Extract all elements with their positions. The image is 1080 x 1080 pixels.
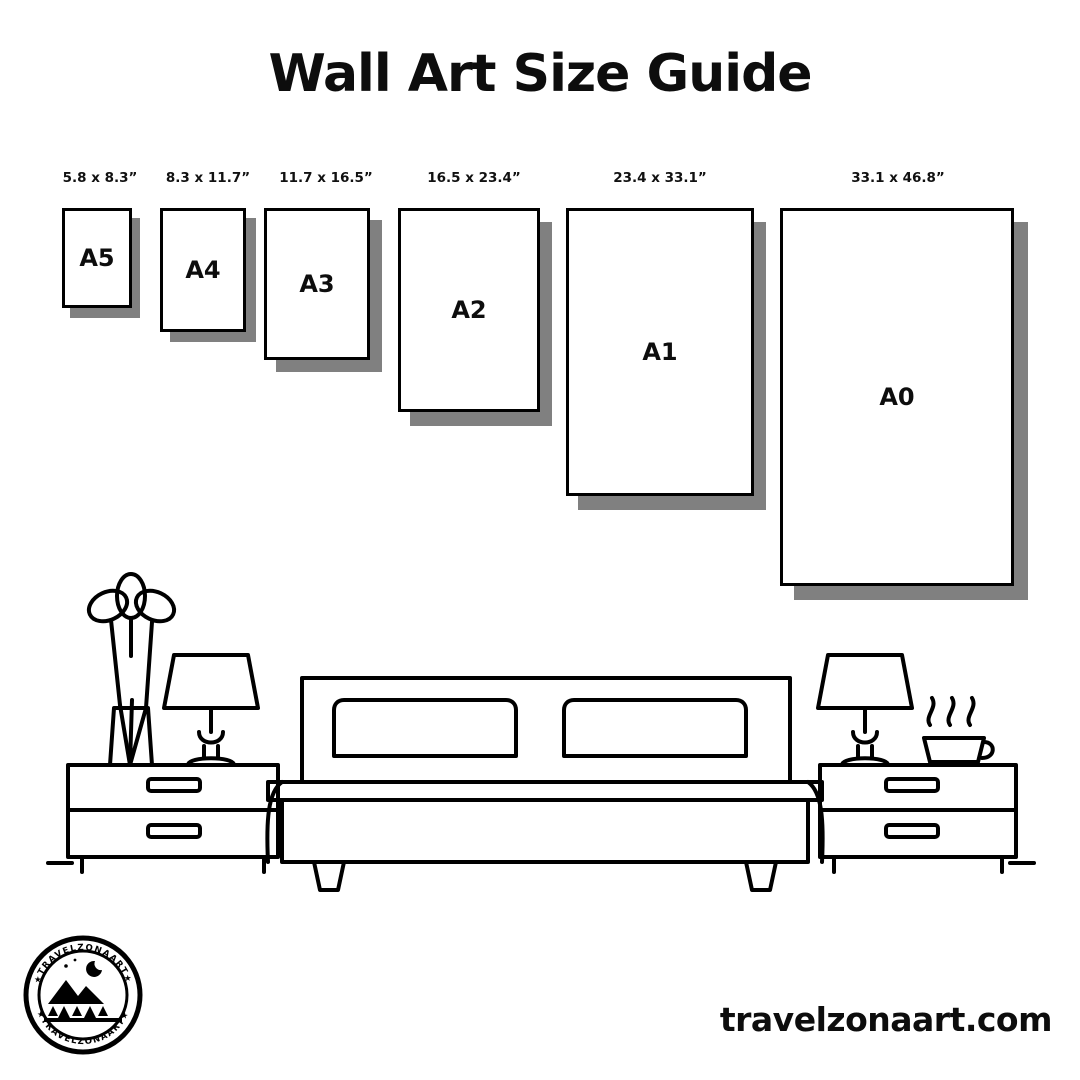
frame-label-a5: A5 [79, 244, 115, 272]
bedroom-illustration [0, 560, 1080, 920]
website-url[interactable]: travelzonaart.com [719, 1000, 1052, 1039]
forest-icon [48, 1006, 108, 1018]
size-dims-a5: 5.8 x 8.3” [62, 170, 138, 186]
mountain-icon [48, 980, 104, 1004]
frame-label-a2: A2 [451, 296, 487, 324]
page-title: Wall Art Size Guide [268, 44, 812, 104]
bed-icon [267, 678, 822, 890]
frame-a0[interactable] [780, 208, 1014, 586]
size-dims-a4: 8.3 x 11.7” [165, 170, 251, 186]
frame-label-a1: A1 [642, 338, 678, 366]
star-icon [74, 959, 77, 962]
nightstand-left-icon [68, 765, 278, 872]
size-dims-a2: 16.5 x 23.4” [427, 170, 521, 186]
size-dims-a3: 11.7 x 16.5” [279, 170, 373, 186]
frame-a5[interactable] [62, 208, 132, 308]
size-dims-a0: 33.1 x 46.8” [851, 170, 945, 186]
logo-text-bottom: ★TRAVELZONAART★ [34, 1008, 132, 1048]
frame-label-a3: A3 [299, 270, 335, 298]
ground-line [44, 1018, 122, 1022]
frame-a3[interactable] [264, 208, 370, 360]
frame-a2[interactable] [398, 208, 540, 412]
brand-logo [18, 930, 148, 1060]
coffee-cup-icon [916, 698, 993, 765]
frame-label-a4: A4 [185, 256, 221, 284]
star-icon [64, 964, 68, 968]
nightstand-right-icon [820, 765, 1016, 872]
plant-icon [84, 574, 179, 765]
frame-label-a0: A0 [879, 383, 915, 411]
frame-a1[interactable] [566, 208, 754, 496]
table-lamp-right-icon [818, 655, 912, 765]
logo-text-top: ★TRAVELZONAART★ [32, 942, 134, 986]
moon-icon [86, 961, 102, 977]
size-chart [0, 160, 1080, 600]
frame-a4[interactable] [160, 208, 246, 332]
size-dims-a1: 23.4 x 33.1” [613, 170, 707, 186]
table-lamp-left-icon [164, 655, 258, 765]
